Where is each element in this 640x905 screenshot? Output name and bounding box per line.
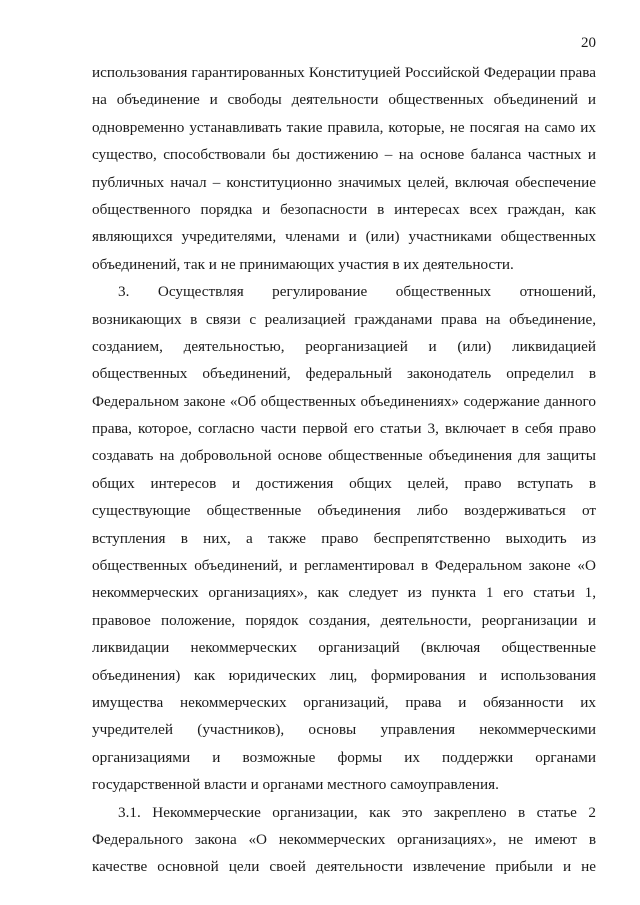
paragraph-3-1-start: 3.1. Некоммерческие организации, как это закреплено в статье 2 — [118, 803, 596, 821]
text-line: некоммерческих организациях», как следует из пункта 1 его статьи 1, — [92, 584, 596, 602]
text-line: имущества некоммерческих организаций, права и обязанности их — [92, 693, 596, 711]
text-line: общих интересов и достижения общих целей, право вступать в — [92, 474, 596, 492]
text-line: Федеральном законе «Об общественных объединениях» содержание данного — [92, 392, 596, 410]
text-line: на объединение и свободы деятельности общественных объединений и — [92, 91, 596, 109]
text-line: объединения) как юридических лиц, формирования и использования — [92, 666, 596, 684]
text-line: одновременно устанавливать такие правила, которые, не посягая на само их — [92, 118, 596, 136]
body-text — [92, 59, 596, 881]
text-line: публичных начал – конституционно значимых целей, включая обеспечение — [92, 173, 596, 191]
page-number: 20 — [581, 35, 596, 51]
text-line: организациями и возможные формы их поддержки органами — [92, 748, 596, 766]
text-line: государственной власти и органами местного самоуправления. — [92, 776, 499, 794]
text-line: ликвидации некоммерческих организаций (включая общественные — [92, 639, 596, 657]
text-line: права, которое, согласно части первой его статьи 3, включает в себя право — [92, 420, 596, 438]
text-line: существо, способствовали бы достижению – на основе баланса частных и — [92, 146, 596, 164]
text-line: общественного порядка и безопасности в интересах всех граждан, как — [92, 200, 596, 218]
text-line: общественных объединений, федеральный законодатель определил в — [92, 365, 596, 383]
text-line: являющихся учредителями, членами и (или) участниками общественных — [92, 228, 596, 246]
text-line: созданием, деятельностью, реорганизацией и (или) ликвидацией — [92, 337, 596, 355]
text-line: правовое положение, порядок создания, деятельности, реорганизации и — [92, 611, 596, 629]
text-line: Федерального закона «О некоммерческих организациях», не имеют в — [92, 830, 596, 848]
text-line: создавать на добровольной основе общественные объединения для защиты — [92, 447, 596, 465]
text-line: возникающих в связи с реализацией гражданами права на объединение, — [92, 310, 596, 328]
text-line: использования гарантированных Конституцией Российской Федерации права — [92, 64, 596, 81]
paragraph-3-start: 3. Осуществляя регулирование общественных отношений, — [118, 283, 596, 301]
text-line: общественных объединений, и регламентировал в Федеральном законе «О — [92, 557, 596, 575]
text-line: объединений, так и не принимающих участия в их деятельности. — [92, 255, 514, 273]
text-line: учредителей (участников), основы управления некоммерческими — [92, 721, 596, 739]
text-line: существующие общественные объединения либо воздерживаться от — [92, 502, 596, 520]
text-line: вступления в них, а также право беспрепятственно выходить из — [92, 529, 596, 547]
text-line: качестве основной цели своей деятельности извлечение прибыли и не — [92, 858, 596, 876]
